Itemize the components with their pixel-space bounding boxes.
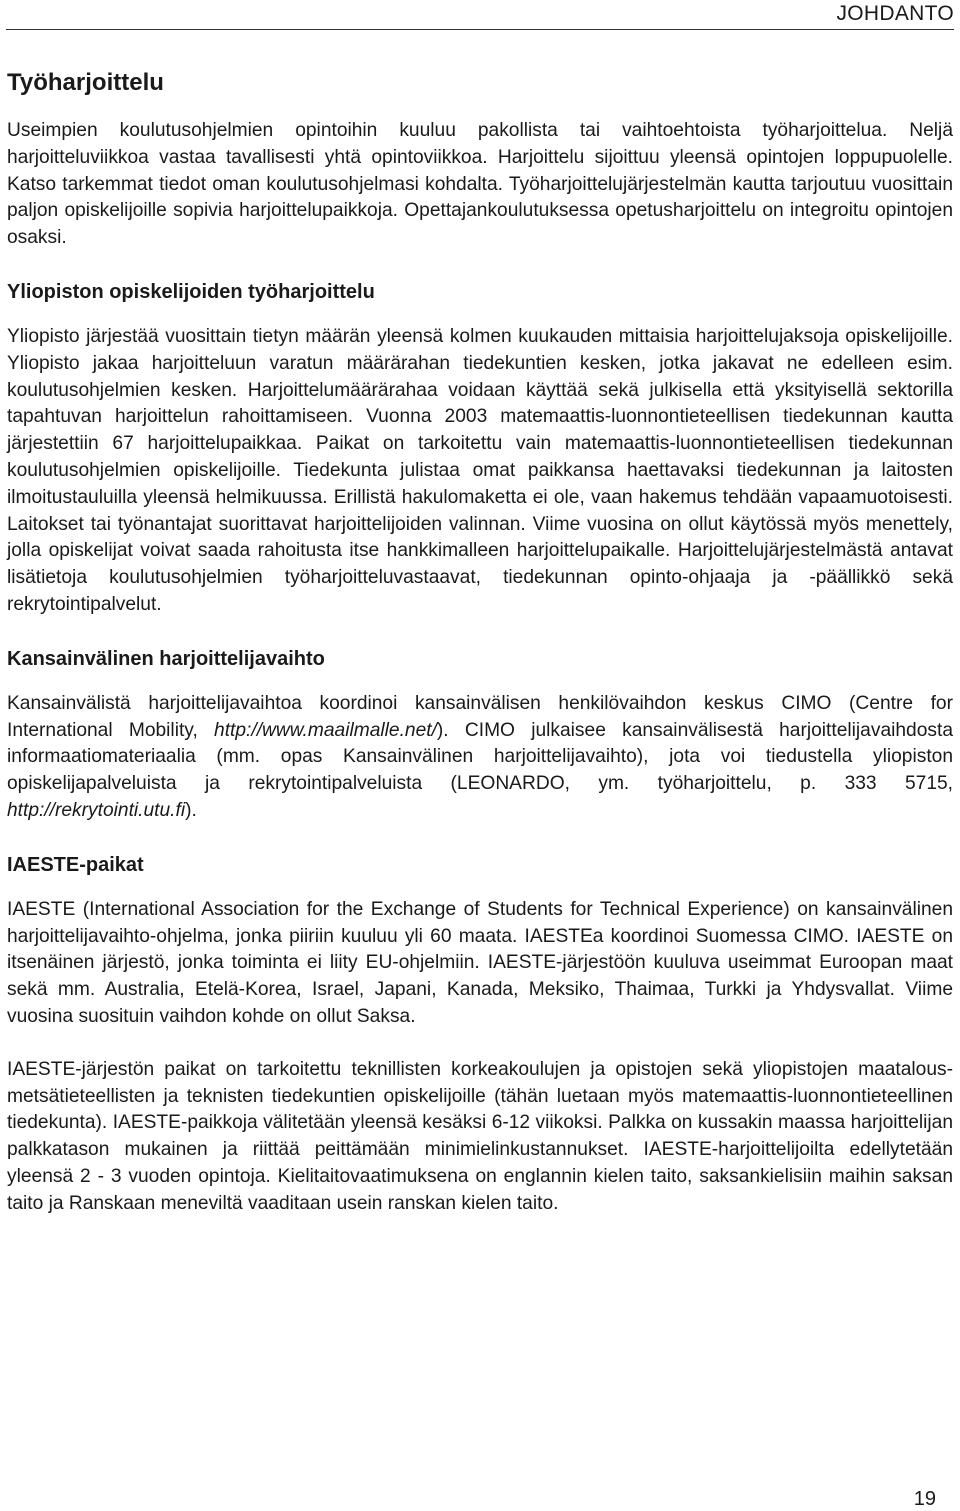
paragraph: [7, 691, 953, 825]
paragraph: IAESTE (International Association for the Exchange of Students for Technical Experience) on kansainvälinen harjoittelijavaihto-ohjelma, jonka piiriin kuuluu yli 60 maata. IAESTEa koordinoi Suomessa CIMO. IAESTE on itsenäinen järjestö, jonka toiminta ei liity EU-ohjelmiin. IAESTE-järjestöön kuuluva useimmat Euroopan maat sekä mm. Australia, Etelä-Korea, Israel, Japani, Kanada, Meksiko, Thaimaa, Turkki ja Yhdysvallat. Viime vuosina suosituin vaihdon kohde on ollut Saksa.: [7, 898, 953, 1027]
page-header: [0, 0, 960, 30]
section-yliopiston-harjoittelu: [7, 278, 953, 619]
section-heading: Kansainvälinen harjoittelijavaihto: [7, 647, 325, 670]
rekrytointi-link[interactable]: http://rekrytointi.utu.fi: [7, 799, 186, 821]
section-heading: Yliopiston opiskelijoiden työharjoittelu: [7, 280, 375, 303]
header-divider: [6, 29, 954, 30]
document-body: [7, 66, 953, 1244]
section-heading: Työharjoittelu: [7, 69, 164, 96]
paragraph-text: Kansainvälistä harjoittelijavaihtoa koordinoi kansainvälisen henkilövaihdon keskus CIMO (Centre for International Mobility,: [7, 692, 953, 741]
header-title: JOHDANTO: [836, 2, 954, 25]
page-number: 19: [913, 1488, 936, 1510]
paragraph-text: ).: [185, 799, 197, 821]
paragraph: Useimpien koulutusohjelmien opintoihin kuuluu pakollista tai vaihtoehtoista työharjoittelua. Neljä harjoitteluviikkoa vastaa tavallisesti yhtä opintoviikkoa. Harjoittelu sijoittuu yleensä opintojen loppupuolelle. Katso tarkemmat tiedot oman koulutusohjelmasi kohdalta. Työharjoittelujärjestelmän kautta tarjoutuu vuosittain paljon opiskelijoille sopivia harjoittelupaikkoja. Opettajankoulutuksessa opetusharjoittelu on integroitu opintojen osaksi.: [7, 120, 953, 249]
section-iaeste: [7, 851, 953, 1218]
section-tyoharjoittelu: [7, 66, 953, 252]
paragraph: Yliopisto järjestää vuosittain tietyn määrän yleensä kolmen kuukauden mittaisia harjoittelujaksoja opiskelijoille. Yliopisto jakaa harjoitteluun varatun määrärahan tiedekuntien kesken, jotka jakavat ne edelleen esim. koulutusohjelmien kesken. Harjoittelumäärärahaa voidaan käyttää sekä julkisella että yksityisellä sektorilla tapahtuvan harjoittelun rahoittamiseen. Vuonna 2003 matemaattis-luonnontieteellisen tiedekunnan kautta järjestettiin 67 harjoittelupaikkaa. Paikat on tarkoitettu vain matemaattis-luonnontieteellisen tiedekunnan koulutusohjelmien opiskelijoille. Tiedekunta julistaa omat paikkansa haettavaksi tiedekunnan ja laitosten ilmoitustauluilla yleensä helmikuussa. Erillistä hakulomaketta ei ole, vaan hakemus tehdään vapaamuotoisesti. Laitokset tai työnantajat suorittavat harjoittelijoiden valinnan. Viime vuosina on ollut käytössä myös menettely, jolla opiskelijat voivat saada rahoitusta itse hankkimalleen harjoittelupaikalle. Harjoittelujärjestelmästä antavat lisätietoja koulutusohjelmien työharjoitteluvastaavat, tiedekunnan opinto-ohjaaja ja -päällikkö sekä rekrytointipalvelut.: [7, 325, 953, 615]
section-heading: IAESTE-paikat: [7, 853, 144, 876]
section-kansainvalinen-vaihto: [7, 645, 953, 825]
paragraph: IAESTE-järjestön paikat on tarkoitettu teknillisten korkeakoulujen ja opistojen sekä yliopistojen maatalous-metsätieteellisten ja teknisten tiedekuntien opiskelijoille (tähän luetaan myös matemaattis-luonnontieteellinen tiedekunta). IAESTE-paikkoja välitetään yleensä kesäksi 6-12 viikoksi. Palkka on kussakin maassa harjoittelijan palkkatason mukainen ja riittää peittämään minimielinkustannukset. IAESTE-harjoittelijoilta edellytetään yleensä 2 - 3 vuoden opintoja. Kielitaitovaatimuksena on englannin kielen taito, saksankielisiin maihin saksan taito ja Ranskaan meneviltä vaaditaan usein ranskan kielen taito.: [7, 1058, 953, 1214]
paragraph-text: ). CIMO julkaisee kansainvälisestä harjoittelijavaihdosta informaatiomateriaalia (mm. opas Kansainvälinen harjoittelijavaihto), jota voi tiedustella yliopiston opiskelijapalveluista ja rekrytointipalveluista (LEONARDO, ym. työharjoittelu, p. 333 5715,: [7, 719, 953, 795]
maailmalle-link[interactable]: http://www.maailmalle.net/: [214, 719, 437, 741]
